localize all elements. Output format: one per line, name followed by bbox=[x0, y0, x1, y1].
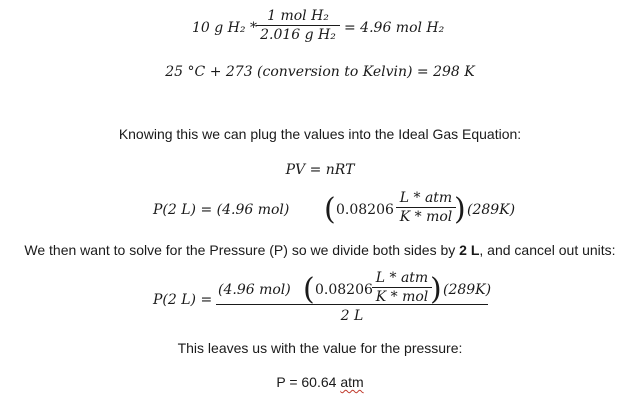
pressure-solve-equation bbox=[0, 270, 640, 328]
fraction-denominator: 2.016 g H₂ bbox=[260, 27, 336, 43]
molar-mass-fraction bbox=[256, 8, 340, 43]
eq2-close-paren: ) bbox=[430, 272, 442, 307]
eq1-close-paren: ) bbox=[454, 192, 466, 227]
main-fraction-bar bbox=[216, 304, 488, 305]
substituted-equation bbox=[0, 190, 640, 232]
fraction-bar bbox=[256, 25, 340, 26]
units-denominator: K * mol bbox=[399, 209, 453, 225]
solve-paragraph bbox=[0, 242, 640, 258]
moles-conversion-equation bbox=[0, 8, 640, 54]
eq2-denominator: 2 L bbox=[340, 308, 364, 324]
kelvin-conversion-equation: 25 °C + 273 (conversion to Kelvin) = 298 K bbox=[165, 64, 475, 80]
eq1-lhs: P(2 L) = (4.96 mol) bbox=[153, 202, 290, 218]
eq2-gas-constant: 0.08206 bbox=[315, 282, 373, 298]
fraction-bar bbox=[396, 207, 456, 208]
eq2-units-fraction bbox=[372, 270, 432, 305]
moles-result: = 4.96 mol H₂ bbox=[344, 20, 445, 36]
gas-constant-value: 0.08206 bbox=[336, 202, 394, 218]
pressure-result bbox=[0, 374, 640, 390]
eq1-open-paren: ( bbox=[324, 192, 336, 227]
eq2-open-paren: ( bbox=[303, 272, 315, 307]
eq2-temperature: (289K) bbox=[443, 282, 492, 298]
result-unit: atm bbox=[340, 374, 364, 390]
solve-text-start: We then want to solve for the Pressure (P) so we divide both sides by bbox=[24, 242, 460, 258]
result-value: P = 60.64 bbox=[276, 374, 341, 390]
solve-text-bold: 2 L bbox=[459, 242, 480, 258]
fraction-numerator: 1 mol H₂ bbox=[267, 8, 329, 24]
gas-constant-units bbox=[396, 190, 456, 225]
eq1-temperature: (289K) bbox=[467, 202, 516, 218]
intro-paragraph: Knowing this we can plug the values into the Ideal Gas Equation: bbox=[118, 126, 522, 142]
eq2-lhs: P(2 L) = bbox=[153, 292, 213, 308]
result-paragraph: This leaves us with the value for the pressure: bbox=[177, 340, 463, 356]
fraction-bar bbox=[372, 287, 432, 288]
units-numerator: L * atm bbox=[399, 190, 453, 206]
solve-text-end: , and cancel out units: bbox=[479, 242, 616, 258]
units-denominator: K * mol bbox=[375, 289, 429, 305]
moles-lhs: 10 g H₂ * bbox=[192, 20, 257, 36]
units-numerator: L * atm bbox=[375, 270, 429, 286]
ideal-gas-equation: PV = nRT bbox=[285, 162, 355, 178]
eq2-moles: (4.96 mol) bbox=[218, 282, 291, 298]
